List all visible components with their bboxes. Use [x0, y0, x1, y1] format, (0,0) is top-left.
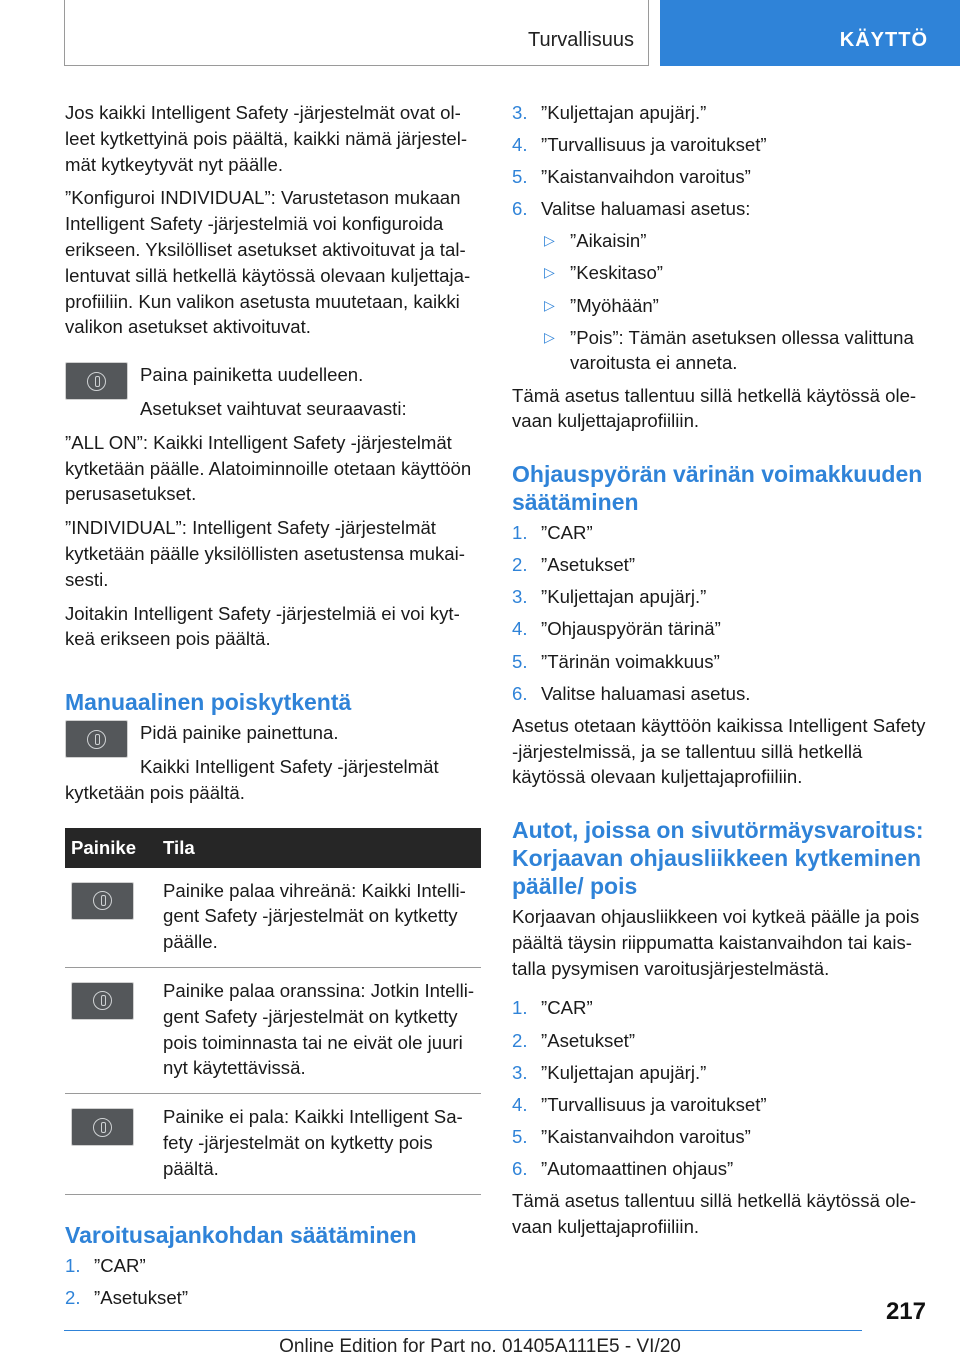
edition-text: Online Edition for Part no. 01405A111E5 - VI/20 — [279, 1336, 681, 1357]
chapter-tab — [64, 0, 649, 66]
section-heading: Varoitusajankohdan säätäminen — [65, 1221, 417, 1248]
list-item: ▷ ”Keskitaso” — [541, 260, 926, 286]
list-item: 2. ”Asetukset” — [512, 1029, 636, 1051]
instruction-text: Asetukset vaihtuvat seuraavasti: — [140, 397, 407, 419]
triangle-bullet-icon: ▷ — [544, 328, 555, 345]
instruction-text: Pidä painike painettuna. — [140, 722, 339, 744]
table-header-row — [65, 828, 481, 868]
step-list — [512, 100, 926, 222]
option-list — [541, 228, 926, 376]
safety-button-icon — [71, 882, 134, 920]
section-title: KÄYTTÖ — [839, 29, 928, 51]
page-number: 217 — [885, 1298, 926, 1325]
list-item: 3. ”Kuljettajan apujärj.” — [512, 1061, 707, 1083]
section-tab — [660, 0, 960, 66]
safety-button-icon — [71, 1108, 134, 1146]
section-heading: Ohjauspyörän värinän voimakkuuden säätäminen — [512, 461, 923, 516]
list-item: 5. ”Tärinän voimakkuus” — [512, 650, 720, 672]
list-item: 4. ”Ohjauspyörän tärinä” — [512, 618, 721, 640]
list-item: 1. ”CAR” — [65, 1254, 146, 1276]
triangle-bullet-icon: ▷ — [544, 296, 555, 313]
triangle-bullet-icon: ▷ — [544, 232, 555, 249]
paragraph: Jos kaikki Intelligent Safety -järjestelmät ovat olleet kytkettyinä pois päältä, kaikki nämä järjestelmät kytkeytyvät nyt päälle. — [65, 102, 468, 175]
table-row — [65, 1094, 481, 1194]
safety-button-icon — [65, 362, 128, 400]
table-cell: Painike palaa oranssina: Jotkin Intelligent Safety -järjestelmät on kytketty pois toiminnasta tai ne eivät ole juuri nyt käytettävissä. — [157, 967, 481, 1093]
list-item: 6. ”Automaattinen ohjaus” — [512, 1157, 734, 1179]
section-heading: Autot, joissa on sivutörmäysvaroitus: Korjaavan ohjausliikkeen kytkeminen päälle/ pois — [512, 817, 924, 900]
step-list — [512, 520, 926, 706]
list-item: 1. ”CAR” — [512, 522, 593, 544]
footer-divider — [64, 1330, 862, 1331]
paragraph: Joitakin Intelligent Safety -järjestelmiä ei voi kytkeä erikseen pois päältä. — [65, 602, 460, 650]
list-item: 2. ”Asetukset” — [65, 1286, 189, 1308]
list-item: 4. ”Turvallisuus ja varoitukset” — [512, 1093, 767, 1115]
paragraph: Asetus otetaan käyttöön kaikissa Intelligent Safety -järjestelmissä, ja se tallentuu sillä hetkellä käytössä olevaan kuljettajaprofiiliin. — [512, 714, 926, 788]
status-table — [65, 828, 481, 1195]
right-column — [512, 100, 926, 1248]
paragraph: ”ALL ON”: Kaikki Intelligent Safety -järjestelmät kytketään päälle. Alatoiminnoille otetaan käyttöön perusasetukset. — [65, 431, 472, 505]
list-item: ▷ ”Myöhään” — [541, 293, 926, 319]
table-cell: Painike ei pala: Kaikki Intelligent Safety -järjestelmät on kytketty pois päältä. — [157, 1094, 481, 1194]
section-heading: Manuaalinen poiskytkentä — [65, 689, 352, 716]
list-item: 3. ”Kuljettajan apujärj.” — [512, 102, 707, 123]
left-column — [65, 100, 483, 1317]
list-item: 1. ”CAR” — [512, 997, 593, 1019]
button-instruction — [65, 720, 483, 746]
table-row — [65, 868, 481, 968]
step-list — [512, 995, 926, 1181]
list-item: 4. ”Turvallisuus ja varoitukset” — [512, 134, 767, 156]
paragraph: ”INDIVIDUAL”: Intelligent Safety -järjestelmät kytketään päälle yksilöllisten asetustensa mukaisesti. — [65, 517, 465, 590]
list-item: ▷ ”Pois”: Tämän asetuksen ollessa valittuna varoitusta ei anneta. — [544, 326, 914, 374]
list-item: 5. ”Kaistanvaihdon varoitus” — [512, 166, 751, 188]
list-item: 3. ”Kuljettajan apujärj.” — [512, 586, 707, 608]
list-item: 6. Valitse haluamasi asetus. — [512, 682, 751, 704]
safety-button-icon — [65, 720, 128, 758]
table-header-state: Tila — [157, 828, 481, 868]
instruction-text: Paina painiketta uudelleen. — [140, 364, 364, 386]
chapter-title: Turvallisuus — [528, 29, 634, 51]
paragraph: Korjaavan ohjausliikkeen voi kytkeä päälle ja pois päältä täysin riippumatta kaistanvaihdon tai kaistalla pysymisen varoitusjärjestelmästä. — [512, 906, 920, 979]
table-header-button: Painike — [65, 828, 157, 868]
paragraph: ”Konfiguroi INDIVIDUAL”: Varustetason mukaan Intelligent Safety -järjestelmiä voi konfiguroida erikseen. Yksilölliset asetukset aktivoituvat ja tallentuvat sillä hetkellä käytössä olevaan kuljettajaprofiiliin. Kun valikon asetusta muutetaan, kaikki valikon asetukset aktivoituvat. — [65, 187, 471, 338]
paragraph: Tämä asetus tallentuu sillä hetkellä käytössä olevaan kuljettajaprofiiliin. — [512, 1190, 917, 1237]
paragraph: Kaikki Intelligent Safety -järjestelmät kytketään pois päältä. — [65, 755, 439, 803]
safety-button-icon — [71, 982, 134, 1020]
list-item: ▷ ”Aikaisin” — [541, 228, 926, 254]
step-list — [65, 1253, 483, 1311]
paragraph: Tämä asetus tallentuu sillä hetkellä käytössä olevaan kuljettajaprofiiliin. — [512, 384, 917, 432]
list-item: 5. ”Kaistanvaihdon varoitus” — [512, 1125, 751, 1147]
table-cell: Painike palaa vihreänä: Kaikki Intelligent Safety -järjestelmät on kytketty päälle. — [157, 868, 481, 968]
triangle-bullet-icon: ▷ — [544, 264, 555, 281]
table-row — [65, 967, 481, 1093]
list-item: 6. Valitse haluamasi asetus: — [512, 198, 751, 220]
list-item: 2. ”Asetukset” — [512, 554, 636, 576]
button-instruction — [65, 362, 483, 422]
